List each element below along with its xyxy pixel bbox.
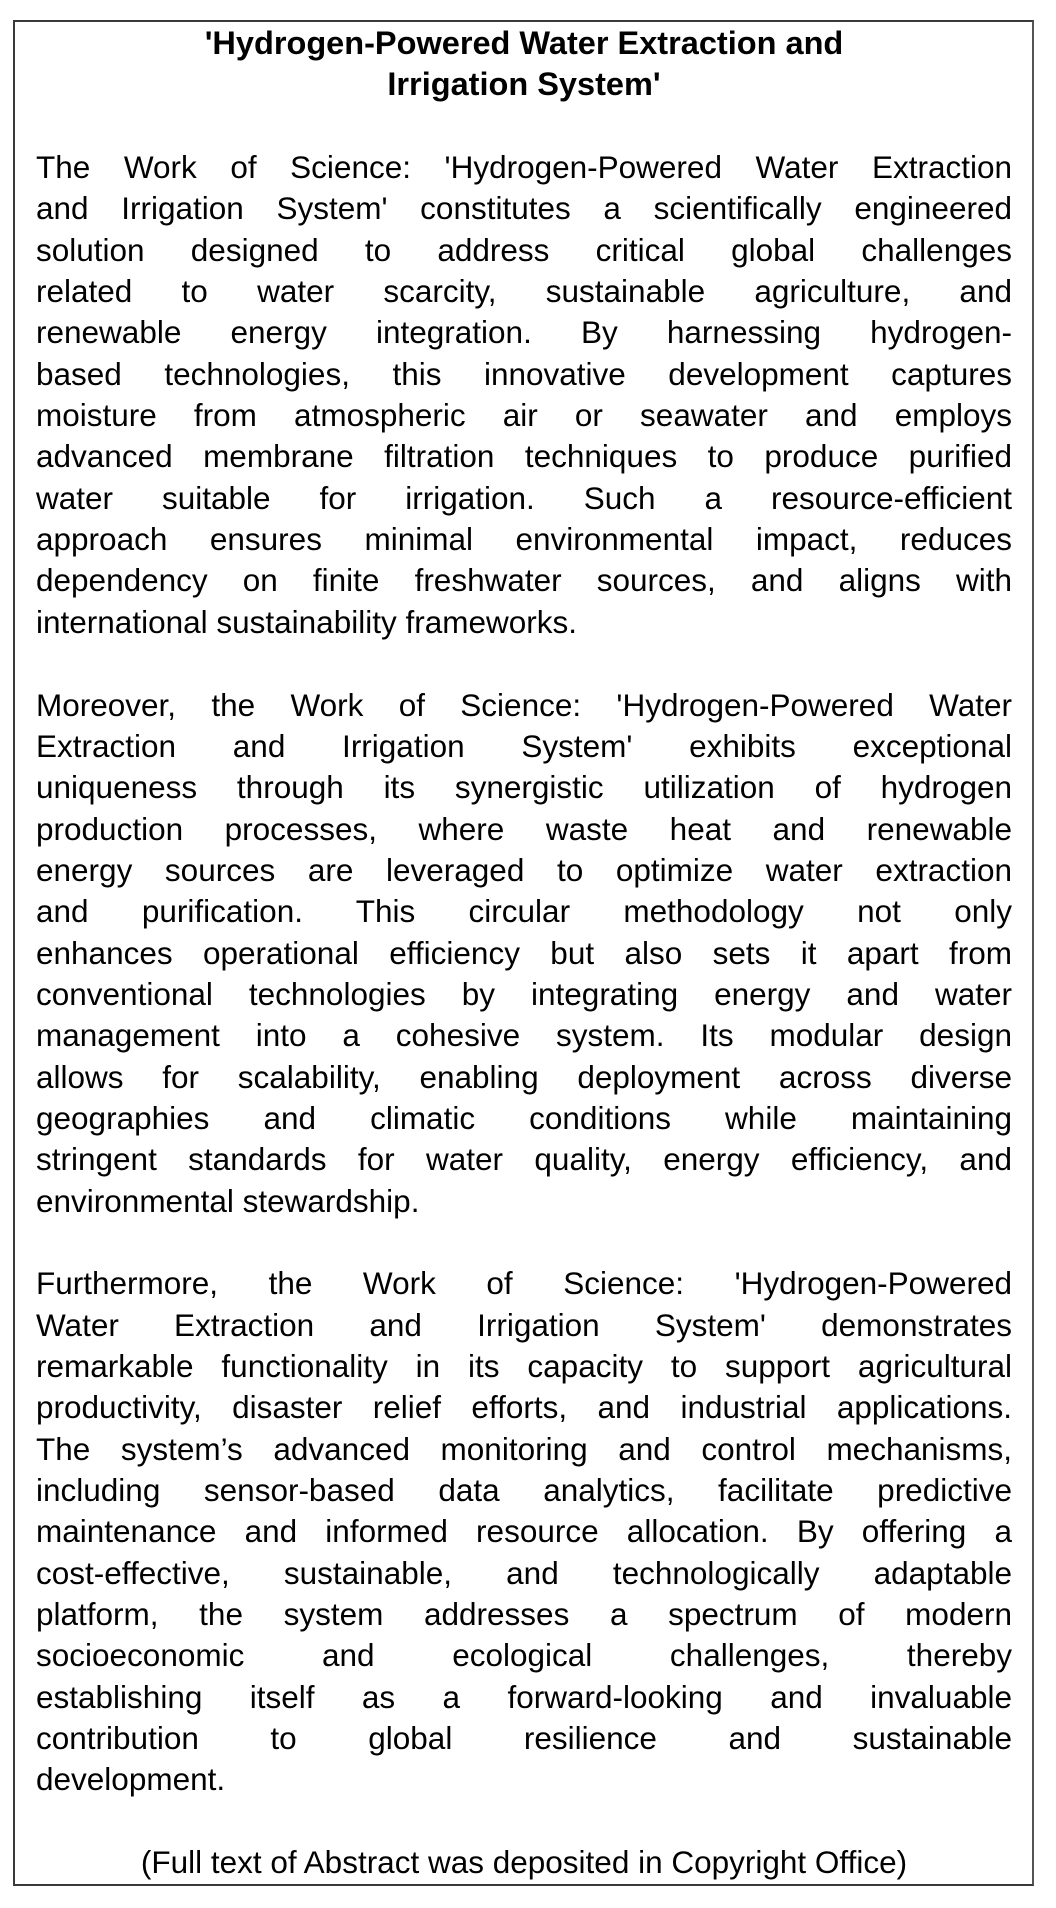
title-line: 'Hydrogen-Powered Water Extraction and: [204, 25, 844, 61]
text-line: productivity, disaster relief efforts, and industrial applications.: [36, 1389, 1012, 1426]
text-line: enhances operational efficiency but also sets it apart from: [36, 934, 1012, 971]
abstract-frame: [13, 20, 1034, 1886]
text-line: advanced membrane filtration techniques to produce purified: [36, 438, 1012, 475]
text-line: renewable energy integration. By harnessing hydrogen-: [36, 314, 1012, 351]
abstract-paragraph-3: [36, 1263, 1012, 1800]
text-line: approach ensures minimal environmental impact, reduces: [36, 521, 1012, 558]
text-line: conventional technologies by integrating energy and water: [36, 975, 1012, 1012]
text-line: Extraction and Irrigation System' exhibits exceptional: [36, 727, 1012, 764]
text-line: dependency on finite freshwater sources, and aligns with: [36, 562, 1012, 599]
text-line: cost-effective, sustainable, and technologically adaptable: [36, 1554, 1012, 1591]
abstract-content: [36, 23, 1012, 1883]
text-line: solution designed to address critical global challenges: [36, 231, 1012, 268]
text-line: contribution to global resilience and sustainable: [36, 1720, 1012, 1757]
text-line: establishing itself as a forward-looking and invaluable: [36, 1678, 1012, 1715]
text-line: and purification. This circular methodology not only: [36, 893, 1012, 930]
text-line: uniqueness through its synergistic utilization of hydrogen: [36, 769, 1012, 806]
abstract-paragraph-2: [36, 685, 1012, 1222]
text-line: The system’s advanced monitoring and control mechanisms,: [36, 1430, 1012, 1467]
title-line: Irrigation System': [387, 66, 661, 103]
text-line: production processes, where waste heat and renewable: [36, 810, 1012, 847]
text-line: international sustainability frameworks.: [36, 603, 577, 640]
text-line: energy sources are leveraged to optimize water extraction: [36, 851, 1012, 888]
text-line: stringent standards for water quality, energy efficiency, and: [36, 1141, 1012, 1178]
text-line: platform, the system addresses a spectrum of modern: [36, 1596, 1012, 1633]
blank-line: [36, 106, 1012, 147]
text-line: geographies and climatic conditions while maintaining: [36, 1099, 1012, 1136]
text-line: allows for scalability, enabling deployment across diverse: [36, 1058, 1012, 1095]
text-line: socioeconomic and ecological challenges, thereby: [36, 1637, 1012, 1674]
text-line: Moreover, the Work of Science: 'Hydrogen-Powered Water: [36, 686, 1012, 723]
text-line: based technologies, this innovative development captures: [36, 355, 1012, 392]
text-line: Furthermore, the Work of Science: 'Hydrogen-Powered: [36, 1265, 1012, 1302]
text-line: development.: [36, 1761, 226, 1798]
text-line: remarkable functionality in its capacity to support agricultural: [36, 1348, 1012, 1384]
text-line: Water Extraction and Irrigation System' demonstrates: [36, 1306, 1012, 1343]
abstract-paragraph-1: [36, 147, 1012, 643]
text-line: related to water scarcity, sustainable agriculture, and: [36, 273, 1012, 310]
text-line: The Work of Science: 'Hydrogen-Powered Water Extraction: [36, 149, 1012, 186]
text-line: water suitable for irrigation. Such a resource-efficient: [36, 479, 1012, 516]
text-line: management into a cohesive system. Its modular design: [36, 1017, 1012, 1054]
document-title: [36, 23, 1012, 106]
text-line: maintenance and informed resource allocation. By offering a: [36, 1513, 1012, 1550]
text-line: environmental stewardship.: [36, 1182, 420, 1219]
text-line: including sensor-based data analytics, facilitate predictive: [36, 1472, 1012, 1509]
deposit-note: (Full text of Abstract was deposited in Copyright Office): [140, 1844, 908, 1881]
text-line: and Irrigation System' constitutes a scientifically engineered: [36, 190, 1012, 227]
text-line: moisture from atmospheric air or seawater and employs: [36, 397, 1012, 434]
